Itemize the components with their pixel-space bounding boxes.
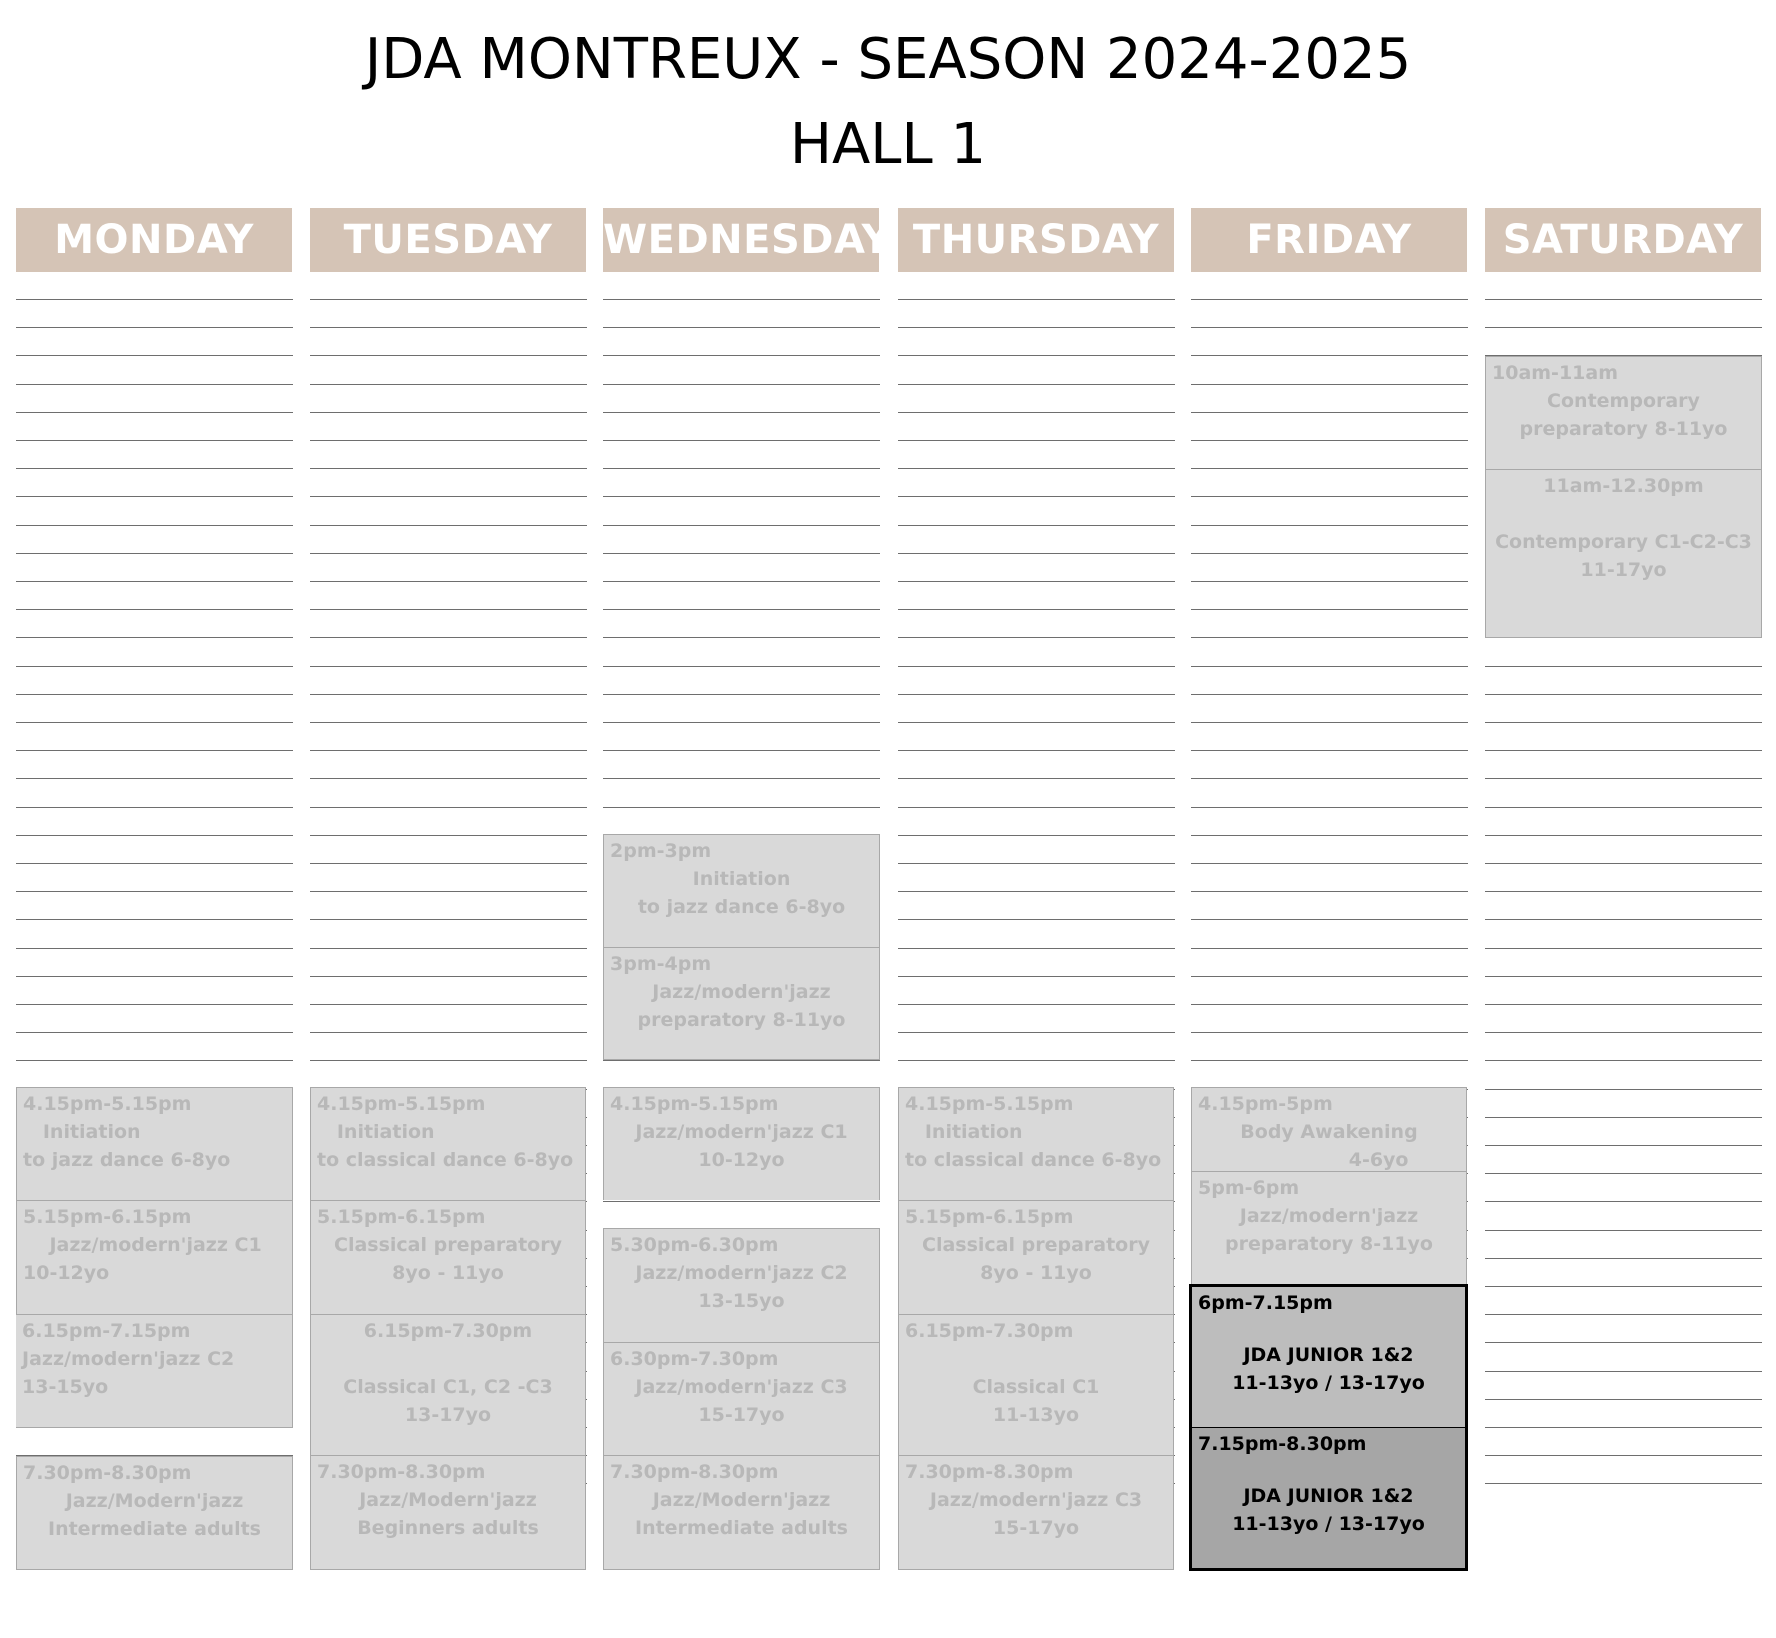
class-time: 2pm-3pm: [610, 840, 712, 862]
ruled-line: [603, 637, 880, 638]
ruled-line: [1191, 863, 1468, 864]
ruled-line: [898, 891, 1175, 892]
ruled-line: [1191, 778, 1468, 779]
ruled-line: [16, 384, 293, 385]
ruled-line: [310, 863, 587, 864]
ruled-line: [310, 1004, 587, 1005]
ruled-line: [898, 581, 1175, 582]
class-time: 7.30pm-8.30pm: [905, 1461, 1074, 1483]
ruled-line: [1485, 778, 1762, 779]
class-time: 6pm-7.15pm: [1198, 1292, 1333, 1314]
ruled-line: [310, 553, 587, 554]
class-block: [603, 1342, 880, 1456]
ruled-line: [1485, 807, 1762, 808]
ruled-line: [1191, 722, 1468, 723]
class-block: [1485, 356, 1762, 469]
ruled-line: [898, 440, 1175, 441]
ruled-line: [310, 948, 587, 949]
ruled-line: [603, 666, 880, 667]
ruled-line: [1485, 1060, 1762, 1061]
class-block: [310, 1200, 586, 1314]
day-header-wednesday: WEDNESDAY: [603, 208, 879, 272]
ruled-line: [603, 581, 880, 582]
class-time: 6.15pm-7.15pm: [22, 1320, 191, 1342]
ruled-line: [16, 976, 293, 977]
class-block: [16, 1456, 293, 1570]
class-time: 7.30pm-8.30pm: [610, 1461, 779, 1483]
ruled-line: [898, 919, 1175, 920]
ruled-line: [1191, 1004, 1468, 1005]
ruled-line: [1191, 553, 1468, 554]
ruled-line: [898, 863, 1175, 864]
class-block: [1191, 1087, 1467, 1172]
ruled-line: [1191, 891, 1468, 892]
ruled-line: [16, 835, 293, 836]
ruled-line: [898, 835, 1175, 836]
ruled-line: [16, 581, 293, 582]
ruled-line: [310, 384, 587, 385]
ruled-line: [1191, 496, 1468, 497]
ruled-line: [1191, 835, 1468, 836]
class-description: Jazz/modern'jazz C1 10-12yo: [23, 1234, 262, 1284]
class-block: [310, 1314, 586, 1456]
ruled-line: [603, 468, 880, 469]
ruled-line: [310, 835, 587, 836]
class-block: [898, 1456, 1174, 1570]
ruled-line: [1485, 919, 1762, 920]
ruled-line: [310, 299, 587, 300]
class-time: 3pm-4pm: [610, 953, 712, 975]
ruled-line: [603, 807, 880, 808]
class-time: 7.15pm-8.30pm: [1198, 1433, 1367, 1455]
ruled-line: [898, 750, 1175, 751]
class-time: 4.15pm-5.15pm: [317, 1093, 486, 1115]
class-time: 6.30pm-7.30pm: [610, 1348, 779, 1370]
ruled-line: [1485, 891, 1762, 892]
ruled-line: [1485, 1004, 1762, 1005]
day-header-thursday: THURSDAY: [898, 208, 1174, 272]
ruled-line: [898, 1004, 1175, 1005]
ruled-line: [603, 384, 880, 385]
ruled-line: [16, 637, 293, 638]
ruled-line: [310, 976, 587, 977]
class-block-highlighted: [1189, 1284, 1468, 1428]
ruled-line: [1485, 1032, 1762, 1033]
ruled-line: [16, 750, 293, 751]
class-description: Jazz/Modern'jazz Intermediate adults: [48, 1490, 261, 1540]
class-block: [16, 1200, 293, 1314]
ruled-line: [16, 355, 293, 356]
ruled-line: [310, 327, 587, 328]
ruled-line: [1485, 694, 1762, 695]
ruled-line: [310, 722, 587, 723]
ruled-line: [1485, 750, 1762, 751]
ruled-line: [898, 778, 1175, 779]
ruled-line: [1191, 976, 1468, 977]
class-block: [603, 834, 880, 947]
class-time: 11am-12.30pm: [1543, 475, 1704, 497]
ruled-line: [1191, 440, 1468, 441]
ruled-line: [1485, 1342, 1762, 1343]
ruled-line: [1191, 412, 1468, 413]
class-block: [310, 1087, 586, 1200]
day-header-friday: FRIDAY: [1191, 208, 1467, 272]
class-time: 5.15pm-6.15pm: [905, 1206, 1074, 1228]
class-time: 5.15pm-6.15pm: [23, 1206, 192, 1228]
ruled-line: [1485, 863, 1762, 864]
class-time: 10am-11am: [1492, 362, 1619, 384]
ruled-line: [310, 807, 587, 808]
ruled-line: [1191, 666, 1468, 667]
ruled-line: [898, 384, 1175, 385]
ruled-line: [603, 496, 880, 497]
ruled-line: [1485, 1117, 1762, 1118]
ruled-line: [16, 412, 293, 413]
class-description: Initiation to jazz dance 6-8yo: [637, 868, 846, 918]
ruled-line: [1191, 637, 1468, 638]
ruled-line: [1485, 1145, 1762, 1146]
ruled-line: [310, 637, 587, 638]
class-block: [898, 1200, 1174, 1314]
ruled-line: [603, 327, 880, 328]
ruled-line: [1485, 1427, 1762, 1428]
class-description: Jazz/modern'jazz C2 13-15yo: [22, 1348, 235, 1398]
class-time: 6.15pm-7.30pm: [363, 1320, 533, 1342]
ruled-line: [1485, 1399, 1762, 1400]
ruled-line: [1485, 1286, 1762, 1287]
class-description: Initiation to jazz dance 6-8yo: [23, 1121, 231, 1171]
ruled-line: [1485, 722, 1762, 723]
ruled-line: [310, 1060, 587, 1061]
ruled-line: [603, 609, 880, 610]
page-title: JDA MONTREUX - SEASON 2024-2025: [364, 27, 1412, 92]
ruled-line: [1485, 948, 1762, 949]
ruled-line: [898, 496, 1175, 497]
ruled-line: [16, 553, 293, 554]
ruled-line: [310, 496, 587, 497]
ruled-line: [16, 496, 293, 497]
ruled-line: [1191, 581, 1468, 582]
ruled-line: [310, 440, 587, 441]
class-description: Jazz/modern'jazz preparatory 8-11yo: [1225, 1205, 1433, 1255]
ruled-line: [16, 694, 293, 695]
ruled-line: [603, 440, 880, 441]
class-description: Initiation to classical dance 6-8yo: [317, 1121, 574, 1171]
class-block: [16, 1314, 293, 1428]
class-block: [1485, 469, 1762, 638]
ruled-line: [603, 1060, 880, 1061]
class-description: JDA JUNIOR 1&2 11-13yo / 13-17yo: [1232, 1485, 1425, 1535]
class-description: Classical C1 11-13yo: [972, 1376, 1100, 1426]
ruled-line: [1191, 807, 1468, 808]
ruled-line: [1191, 525, 1468, 526]
ruled-line: [16, 919, 293, 920]
ruled-line: [1191, 355, 1468, 356]
ruled-line: [16, 778, 293, 779]
ruled-line: [603, 355, 880, 356]
ruled-line: [310, 891, 587, 892]
ruled-line: [603, 525, 880, 526]
class-time: 4.15pm-5.15pm: [610, 1093, 779, 1115]
ruled-line: [898, 553, 1175, 554]
ruled-line: [310, 581, 587, 582]
class-block: [16, 1087, 293, 1200]
class-block: [603, 947, 880, 1060]
ruled-line: [310, 666, 587, 667]
ruled-line: [603, 1201, 880, 1202]
class-description: Classical C1, C2 -C3 13-17yo: [343, 1376, 553, 1426]
class-description: Jazz/Modern'jazz Intermediate adults: [635, 1489, 848, 1539]
ruled-line: [1191, 609, 1468, 610]
ruled-line: [16, 609, 293, 610]
ruled-line: [16, 722, 293, 723]
ruled-line: [16, 807, 293, 808]
ruled-line: [898, 694, 1175, 695]
hall-subtitle: HALL 1: [789, 112, 987, 177]
ruled-line: [1485, 1173, 1762, 1174]
ruled-line: [1191, 468, 1468, 469]
ruled-line: [1485, 1371, 1762, 1372]
ruled-line: [603, 722, 880, 723]
ruled-line: [16, 1060, 293, 1061]
ruled-line: [898, 976, 1175, 977]
ruled-line: [310, 412, 587, 413]
ruled-line: [16, 1032, 293, 1033]
ruled-line: [898, 299, 1175, 300]
ruled-line: [16, 299, 293, 300]
ruled-line: [1191, 750, 1468, 751]
class-time: 5.30pm-6.30pm: [610, 1234, 779, 1256]
class-description: Initiation to classical dance 6-8yo: [905, 1121, 1162, 1171]
ruled-line: [310, 919, 587, 920]
ruled-line: [16, 666, 293, 667]
ruled-line: [898, 609, 1175, 610]
ruled-line: [1485, 835, 1762, 836]
ruled-line: [898, 637, 1175, 638]
ruled-line: [603, 694, 880, 695]
class-time: 5.15pm-6.15pm: [317, 1206, 486, 1228]
ruled-line: [898, 327, 1175, 328]
ruled-line: [310, 750, 587, 751]
ruled-line: [898, 807, 1175, 808]
ruled-line: [898, 1060, 1175, 1061]
ruled-line: [310, 355, 587, 356]
class-time: 4.15pm-5.15pm: [905, 1093, 1074, 1115]
ruled-line: [1191, 948, 1468, 949]
ruled-line: [1191, 919, 1468, 920]
class-time: 5pm-6pm: [1198, 1177, 1300, 1199]
ruled-line: [898, 355, 1175, 356]
ruled-line: [16, 440, 293, 441]
class-block: [898, 1314, 1174, 1456]
ruled-line: [1191, 384, 1468, 385]
class-block: [603, 1228, 880, 1342]
class-description: Jazz/modern'jazz C2 13-15yo: [635, 1262, 848, 1312]
ruled-line: [1485, 1089, 1762, 1090]
ruled-line: [1485, 299, 1762, 300]
ruled-line: [310, 694, 587, 695]
class-time: 7.30pm-8.30pm: [317, 1461, 486, 1483]
class-time: 7.30pm-8.30pm: [23, 1462, 192, 1484]
class-description: Body Awakening 4-6yo: [1240, 1121, 1418, 1171]
ruled-line: [310, 609, 587, 610]
class-block: [1191, 1172, 1467, 1284]
ruled-line: [310, 778, 587, 779]
ruled-line: [1485, 327, 1762, 328]
ruled-line: [898, 666, 1175, 667]
class-description: Jazz/modern'jazz C3 15-17yo: [635, 1376, 848, 1426]
ruled-line: [1191, 299, 1468, 300]
ruled-line: [603, 412, 880, 413]
class-block-highlighted: [1189, 1428, 1468, 1571]
ruled-line: [16, 327, 293, 328]
ruled-line: [1191, 694, 1468, 695]
ruled-line: [1485, 1230, 1762, 1231]
ruled-line: [898, 1032, 1175, 1033]
ruled-line: [898, 412, 1175, 413]
class-time: 4.15pm-5pm: [1198, 1093, 1333, 1115]
day-header-monday: MONDAY: [16, 208, 292, 272]
ruled-line: [1191, 327, 1468, 328]
class-description: Jazz/Modern'jazz Beginners adults: [357, 1489, 539, 1539]
ruled-line: [310, 525, 587, 526]
ruled-line: [310, 1032, 587, 1033]
ruled-line: [16, 468, 293, 469]
ruled-line: [898, 722, 1175, 723]
ruled-line: [603, 778, 880, 779]
ruled-line: [16, 525, 293, 526]
ruled-line: [898, 948, 1175, 949]
ruled-line: [1485, 1455, 1762, 1456]
ruled-line: [16, 1004, 293, 1005]
ruled-line: [603, 553, 880, 554]
ruled-line: [1485, 976, 1762, 977]
class-description: Contemporary preparatory 8-11yo: [1519, 390, 1728, 440]
day-header-saturday: SATURDAY: [1485, 208, 1761, 272]
class-time: 4.15pm-5.15pm: [23, 1093, 192, 1115]
class-description: Contemporary C1-C2-C3 11-17yo: [1495, 531, 1752, 581]
class-description: Jazz/modern'jazz preparatory 8-11yo: [637, 981, 846, 1031]
ruled-line: [898, 525, 1175, 526]
ruled-line: [1485, 1483, 1762, 1484]
ruled-line: [1485, 1201, 1762, 1202]
class-description: Classical preparatory 8yo - 11yo: [334, 1234, 562, 1284]
class-description: Jazz/modern'jazz C1 10-12yo: [635, 1121, 848, 1171]
class-description: Classical preparatory 8yo - 11yo: [922, 1234, 1150, 1284]
class-description: JDA JUNIOR 1&2 11-13yo / 13-17yo: [1232, 1344, 1425, 1394]
class-description: Jazz/modern'jazz C3 15-17yo: [929, 1489, 1143, 1539]
class-block: [603, 1087, 880, 1200]
ruled-line: [1191, 1060, 1468, 1061]
class-time: 6.15pm-7.30pm: [905, 1320, 1074, 1342]
class-block: [603, 1456, 880, 1570]
ruled-line: [1485, 666, 1762, 667]
ruled-line: [898, 468, 1175, 469]
class-block: [310, 1456, 586, 1570]
ruled-line: [16, 891, 293, 892]
ruled-line: [1485, 1314, 1762, 1315]
ruled-line: [603, 299, 880, 300]
ruled-line: [16, 863, 293, 864]
ruled-line: [1485, 1258, 1762, 1259]
ruled-line: [16, 948, 293, 949]
ruled-line: [310, 468, 587, 469]
day-header-tuesday: TUESDAY: [310, 208, 586, 272]
ruled-line: [603, 750, 880, 751]
class-block: [898, 1087, 1174, 1200]
ruled-line: [1191, 1032, 1468, 1033]
